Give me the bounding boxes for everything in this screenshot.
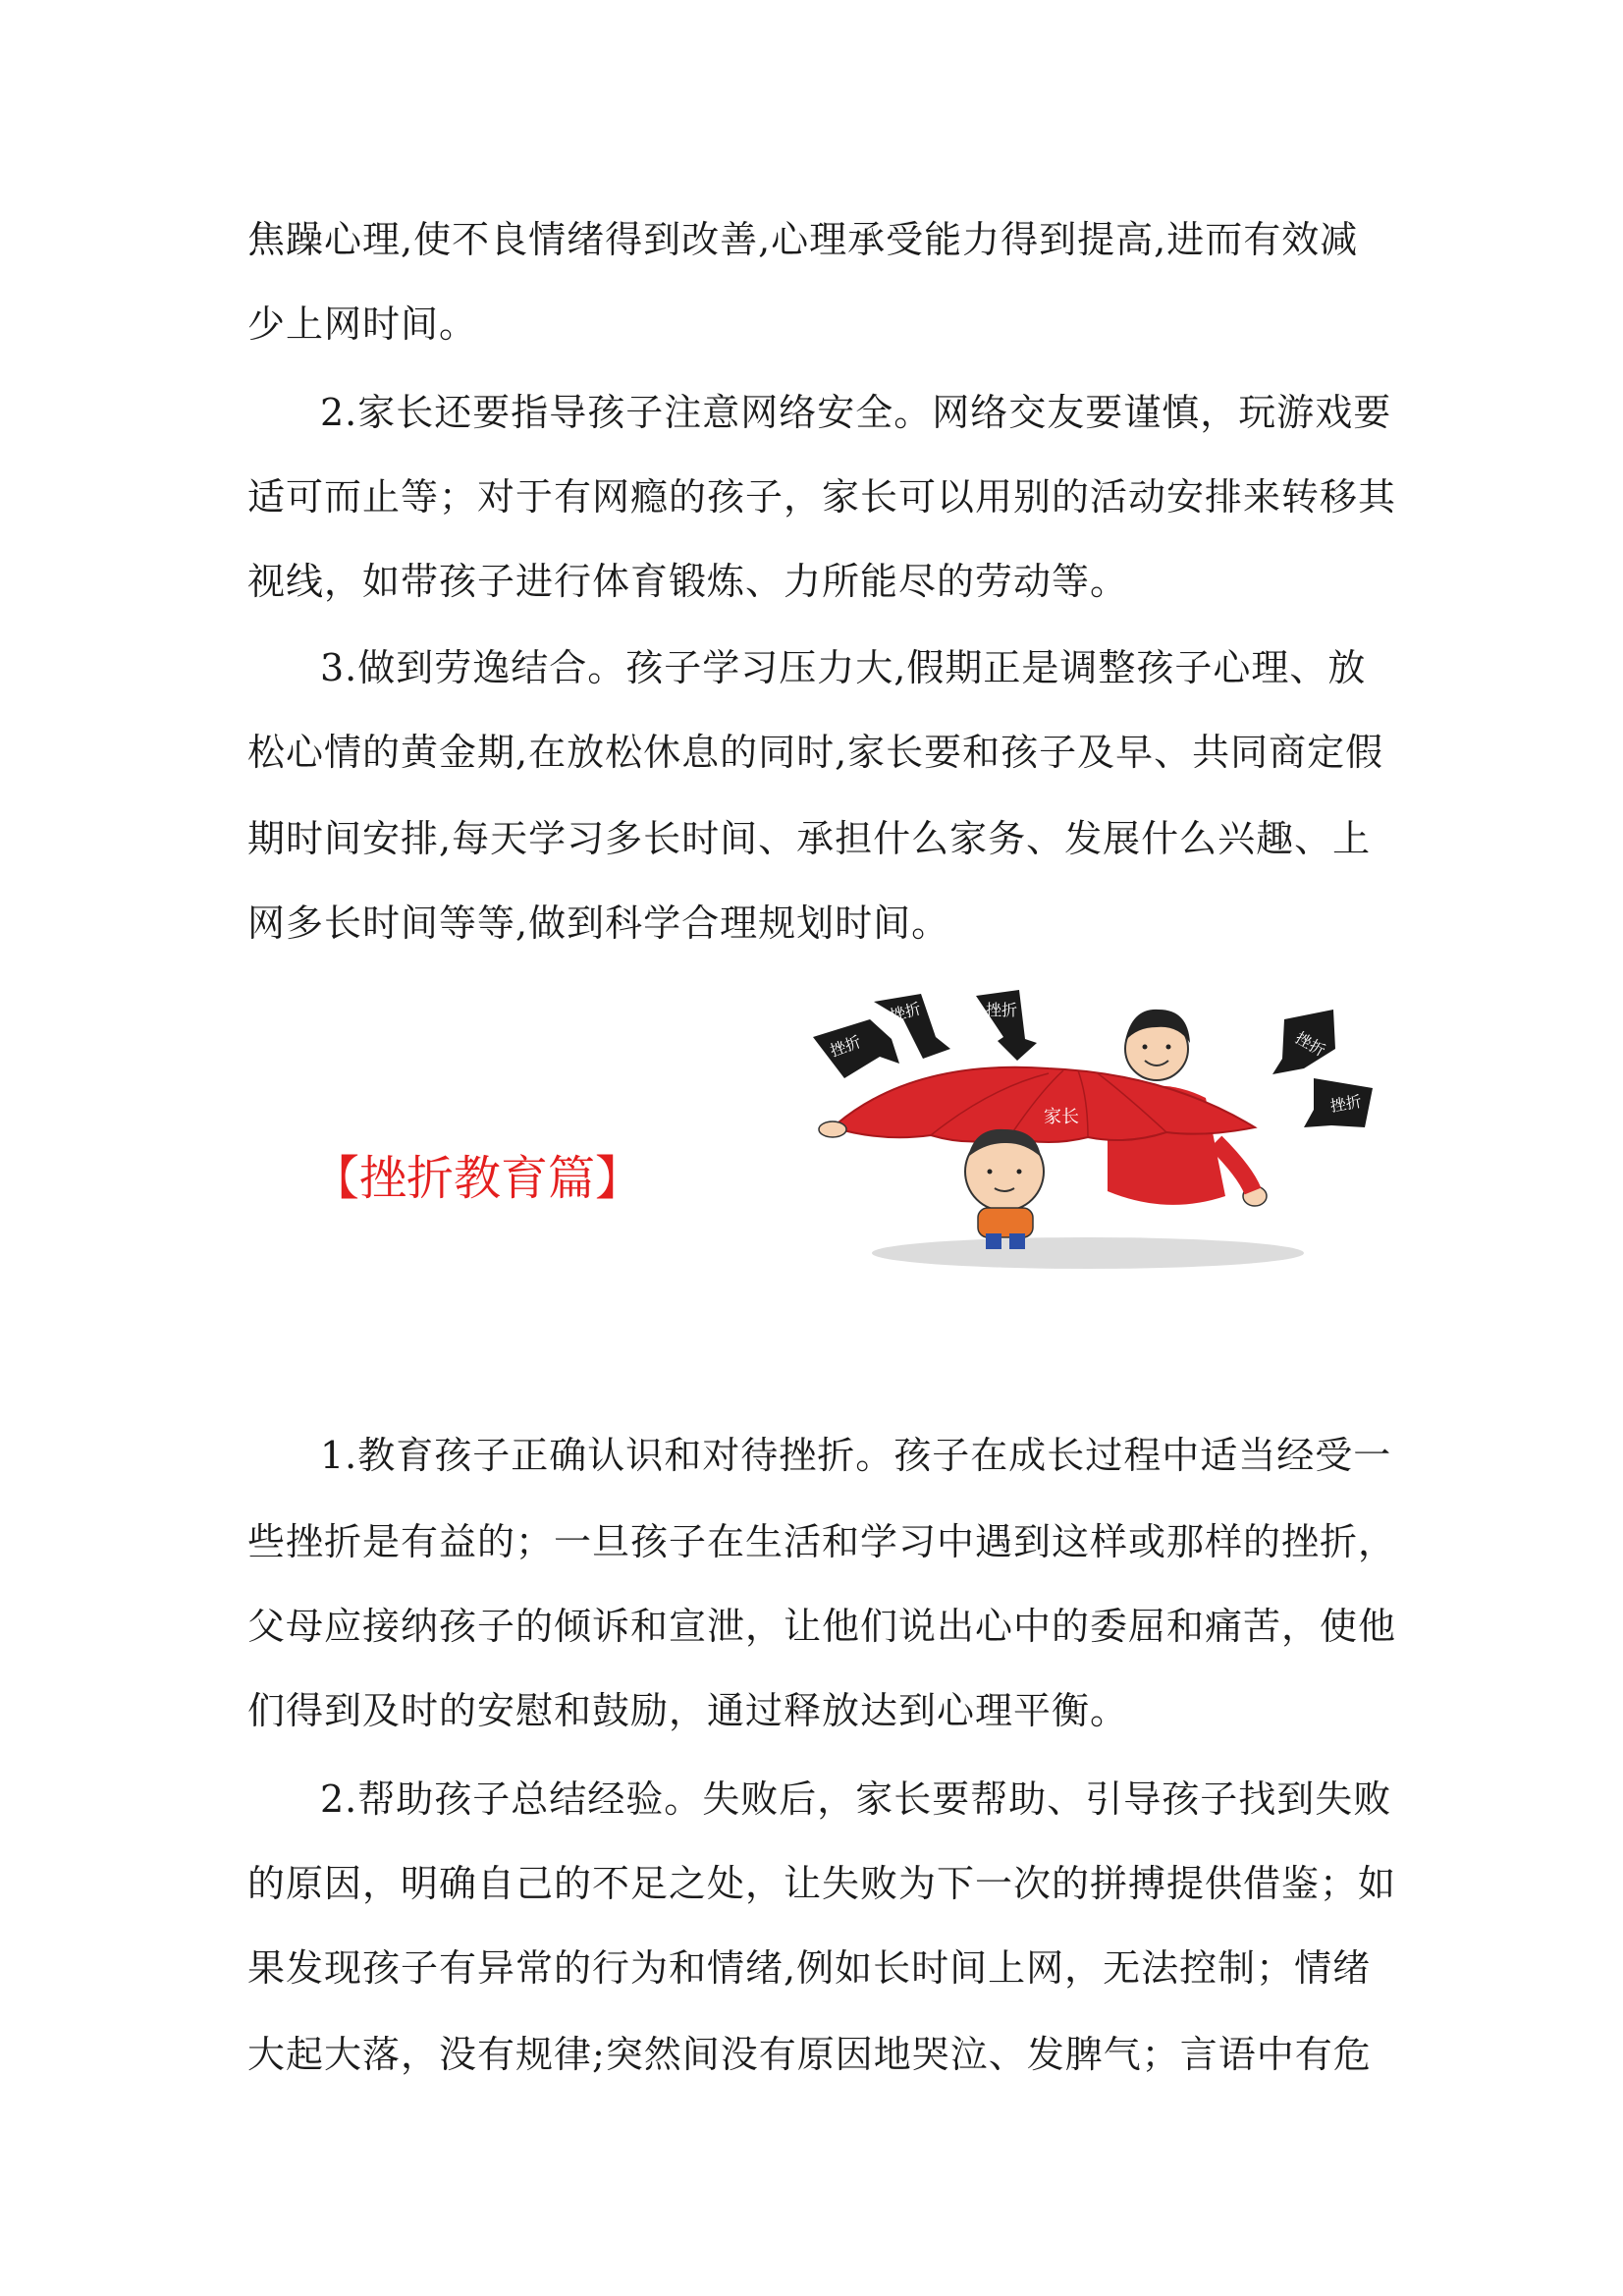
paragraph-line: 3.做到劳逸结合。孩子学习压力大,假期正是调整孩子心理、放 [320, 646, 1367, 689]
paragraph-line: 1.教育孩子正确认识和对待挫折。孩子在成长过程中适当经受一 [320, 1434, 1392, 1477]
arrow-label: 挫折 [1328, 1091, 1364, 1116]
paragraph-line: 2.帮助孩子总结经验。失败后，家长要帮助、引导孩子找到失败 [320, 1777, 1392, 1821]
child-eye [1017, 1170, 1022, 1175]
ground-shadow [872, 1237, 1304, 1269]
paragraph-line: 些挫折是有益的；一旦孩子在生活和学习中遇到这样或那样的挫折， [247, 1520, 1397, 1563]
paragraph-line: 的原因，明确自己的不足之处，让失败为下一次的拼搏提供借鉴；如 [247, 1862, 1397, 1905]
arrow-label: 挫折 [888, 999, 923, 1025]
child-eye [988, 1170, 993, 1175]
paragraph-line: 2.家长还要指导孩子注意网络安全。网络交友要谨慎，玩游戏要 [320, 391, 1392, 434]
paragraph-line: 松心情的黄金期,在放松休息的同时,家长要和孩子及早、共同商定假 [247, 731, 1384, 774]
paragraph-line: 网多长时间等等,做到科学合理规划时间。 [247, 902, 950, 945]
umbrella-label: 家长 [1044, 1107, 1079, 1127]
paragraph-line: 果发现孩子有异常的行为和情绪,例如长时间上网，无法控制；情绪 [247, 1946, 1372, 1990]
parent-eye [1166, 1045, 1171, 1050]
frustration-arrow [976, 990, 1037, 1061]
paragraph-line: 们得到及时的安慰和鼓励，通过释放达到心理平衡。 [247, 1689, 1129, 1732]
paragraph-line: 少上网时间。 [247, 302, 478, 346]
child-leg [1009, 1233, 1025, 1249]
frustration-arrow [1272, 1010, 1335, 1074]
child-shirt [978, 1208, 1033, 1237]
parent-hand-left [819, 1121, 846, 1137]
frustration-arrow [813, 1019, 899, 1078]
parent-umbrella-illustration [793, 980, 1402, 1275]
arrow-label: 挫折 [1292, 1028, 1329, 1061]
child-leg [986, 1233, 1001, 1249]
arrow-label: 挫折 [986, 1001, 1018, 1019]
paragraph-line: 视线，如带孩子进行体育锻炼、力所能尽的劳动等。 [247, 560, 1129, 603]
paragraph-line: 适可而止等；对于有网瘾的孩子，家长可以用别的活动安排来转移其 [247, 475, 1397, 519]
parent-eye [1143, 1045, 1148, 1050]
paragraph-line: 大起大落，没有规律;突然间没有原因地哭泣、发脾气；言语中有危 [247, 2033, 1372, 2076]
frustration-arrow [1304, 1078, 1373, 1127]
paragraph-line: 父母应接纳孩子的倾诉和宣泄，让他们说出心中的委屈和痛苦，使他 [247, 1605, 1397, 1648]
paragraph-line: 期时间安排,每天学习多长时间、承担什么家务、发展什么兴趣、上 [247, 817, 1372, 860]
arrow-label: 挫折 [827, 1031, 864, 1061]
umbrella-canopy [833, 1067, 1255, 1142]
section-title: 【挫折教育篇】 [312, 1151, 643, 1206]
paragraph-line: 焦躁心理,使不良情绪得到改善,心理承受能力得到提高,进而有效减 [247, 218, 1359, 261]
